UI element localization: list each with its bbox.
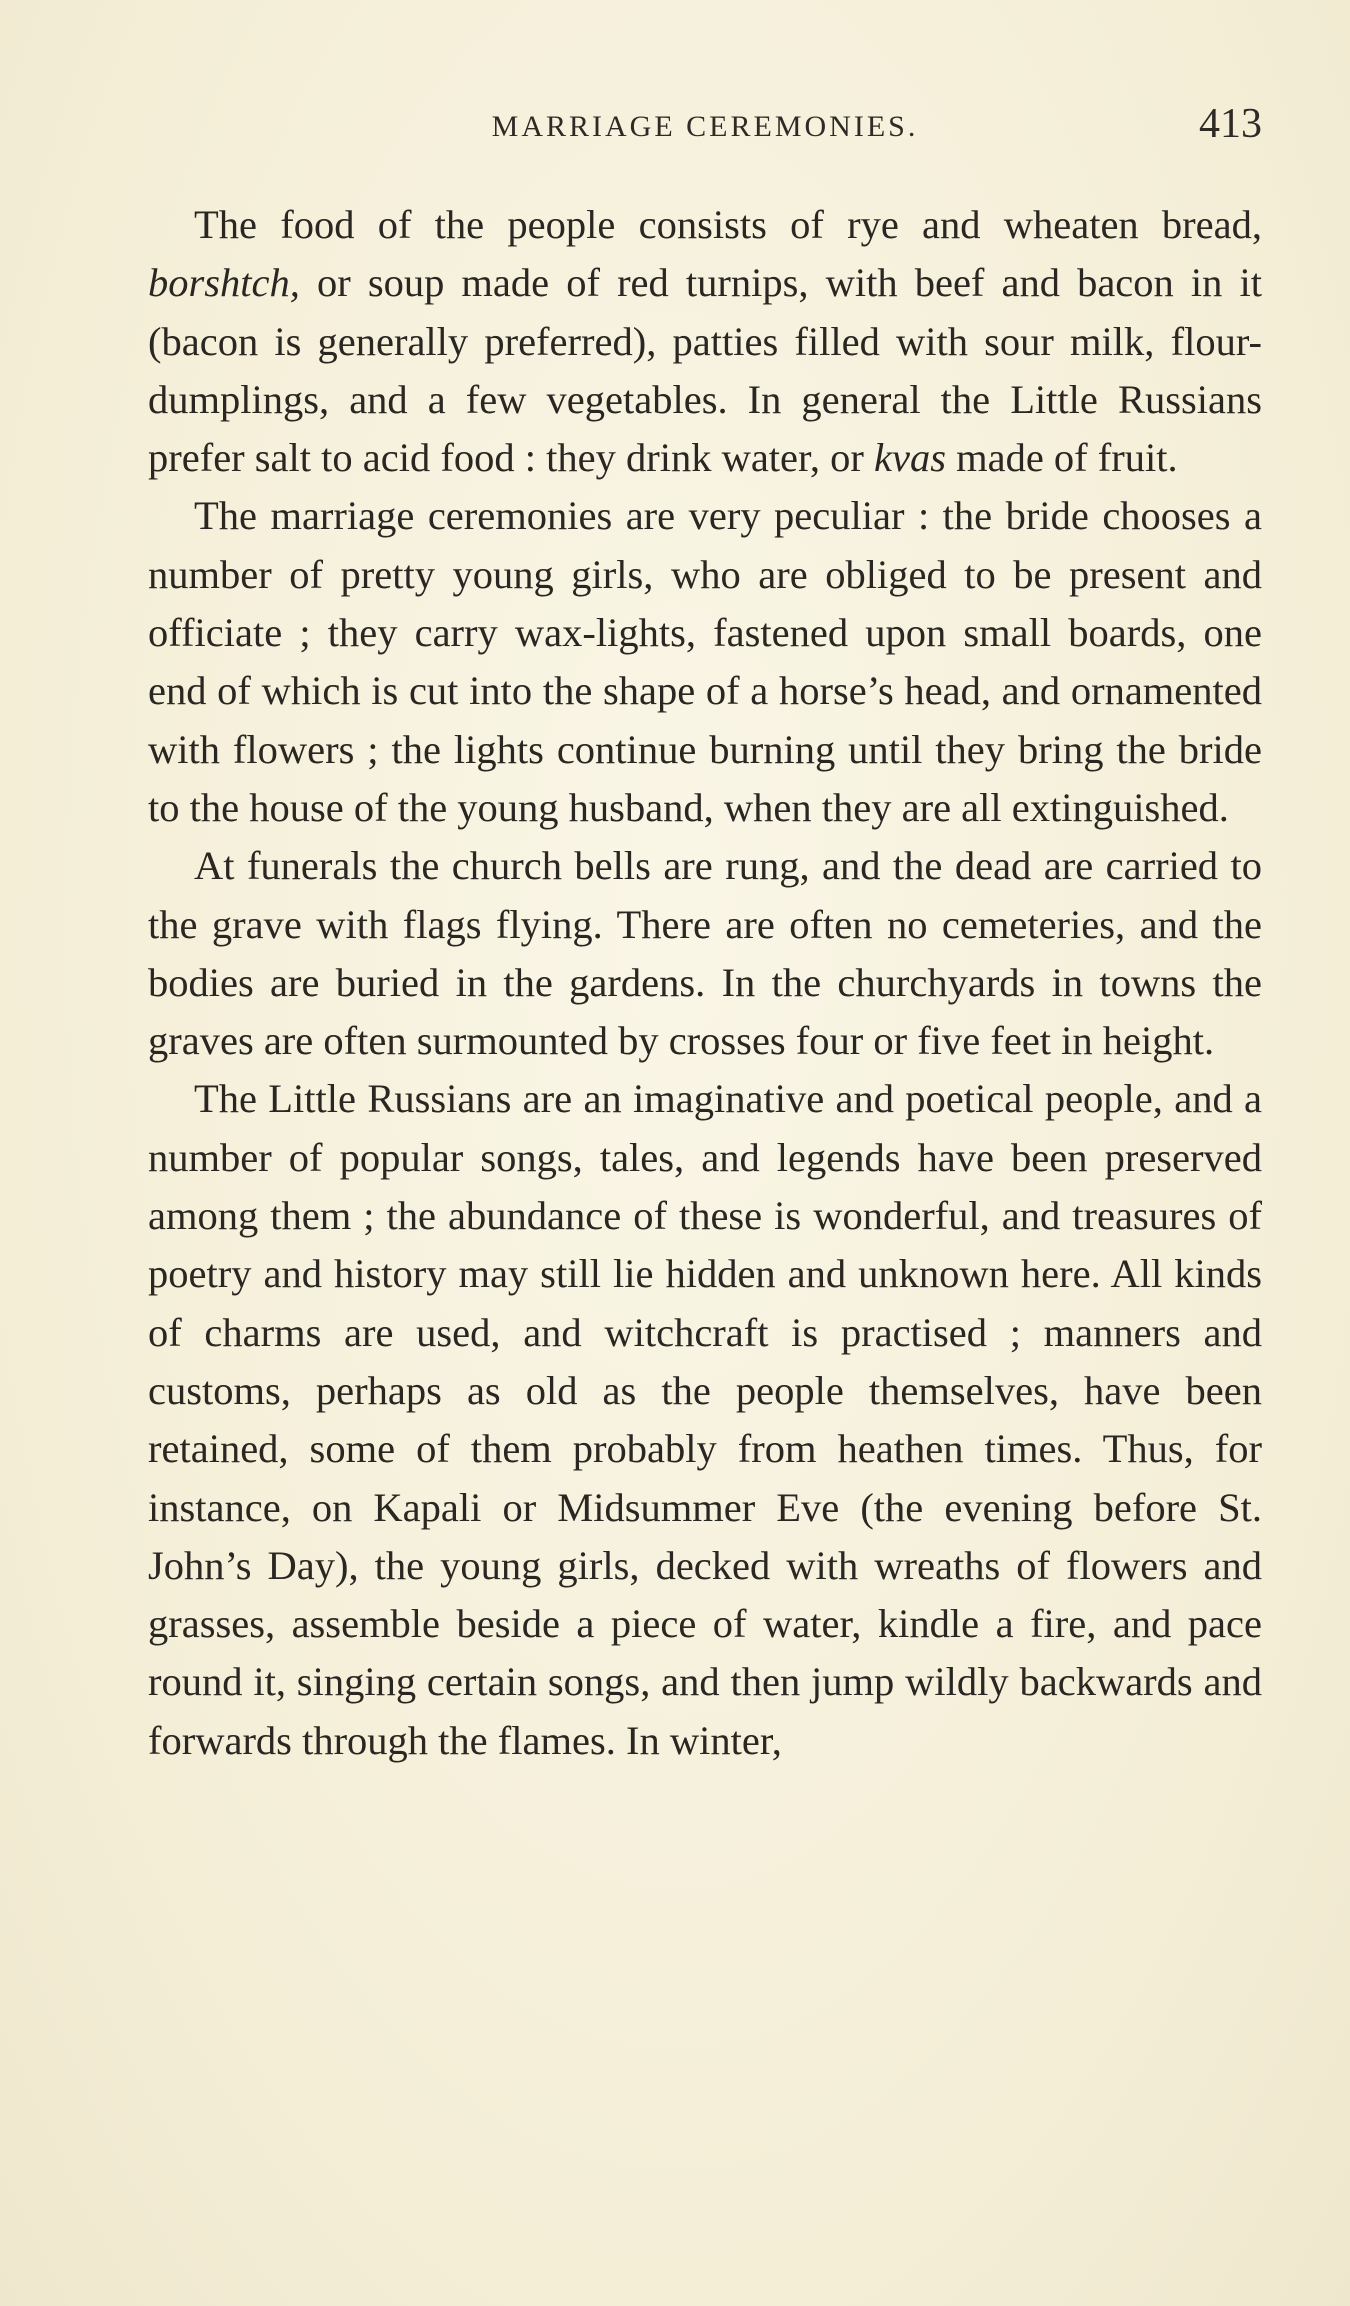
body-text — [148, 196, 1262, 1770]
paragraph-food — [148, 196, 1262, 487]
paragraph-text: or soup made of red turnips, with beef and bacon in it (bacon is generally preferred), patties filled with sour milk, flour-dumplings, and a few vegetables. In general the Little Russians prefer salt to acid food : they drink water, or — [148, 260, 1262, 481]
paragraph-funerals: At funerals the church bells are rung, and the dead are carried to the grave with flags flying. There are often no cemeteries, and the bodies are buried in the gardens. In the churchyards in towns the graves are often surmounted by crosses four or five feet in height. — [148, 843, 1262, 1064]
paragraph-text: The food of the people consists of rye and wheaten bread, — [194, 202, 1262, 247]
page-header — [148, 100, 1262, 160]
page-number: 413 — [1199, 101, 1262, 147]
italic-term-borshtch: borshtch, — [148, 260, 300, 306]
italic-term-kvas: kvas — [874, 435, 946, 481]
running-title: MARRIAGE CEREMONIES. — [491, 110, 919, 143]
paragraph-marriage: The marriage ceremonies are very peculiar : the bride chooses a number of pretty young girls, who are obliged to be present and officiate ; they carry wax-lights, fastened upon small boards, one end of which is cut into the shape of a horse’s head, and ornamented with flowers ; the lights continue burning until they bring the bride to the house of the young husband, when they are all extinguished. — [148, 493, 1262, 830]
paragraph-poetry: The Little Russians are an imaginative and poetical people, and a number of popular songs, tales, and legends have been preserved among them ; the abundance of these is wonderful, and treasures of poetry and history may still lie hidden and unknown here. All kinds of charms are used, and witchcraft is practised ; manners and customs, perhaps as old as the people themselves, have been retained, some of them probably from heathen times. Thus, for instance, on Kapali or Midsummer Eve (the evening before St. John’s Day), the young girls, decked with wreaths of flowers and grasses, assemble beside a piece of water, kindle a fire, and pace round it, singing certain songs, and then jump wildly backwards and forwards through the flames. In winter, — [148, 1076, 1262, 1763]
paragraph-text: made of fruit. — [945, 435, 1178, 481]
